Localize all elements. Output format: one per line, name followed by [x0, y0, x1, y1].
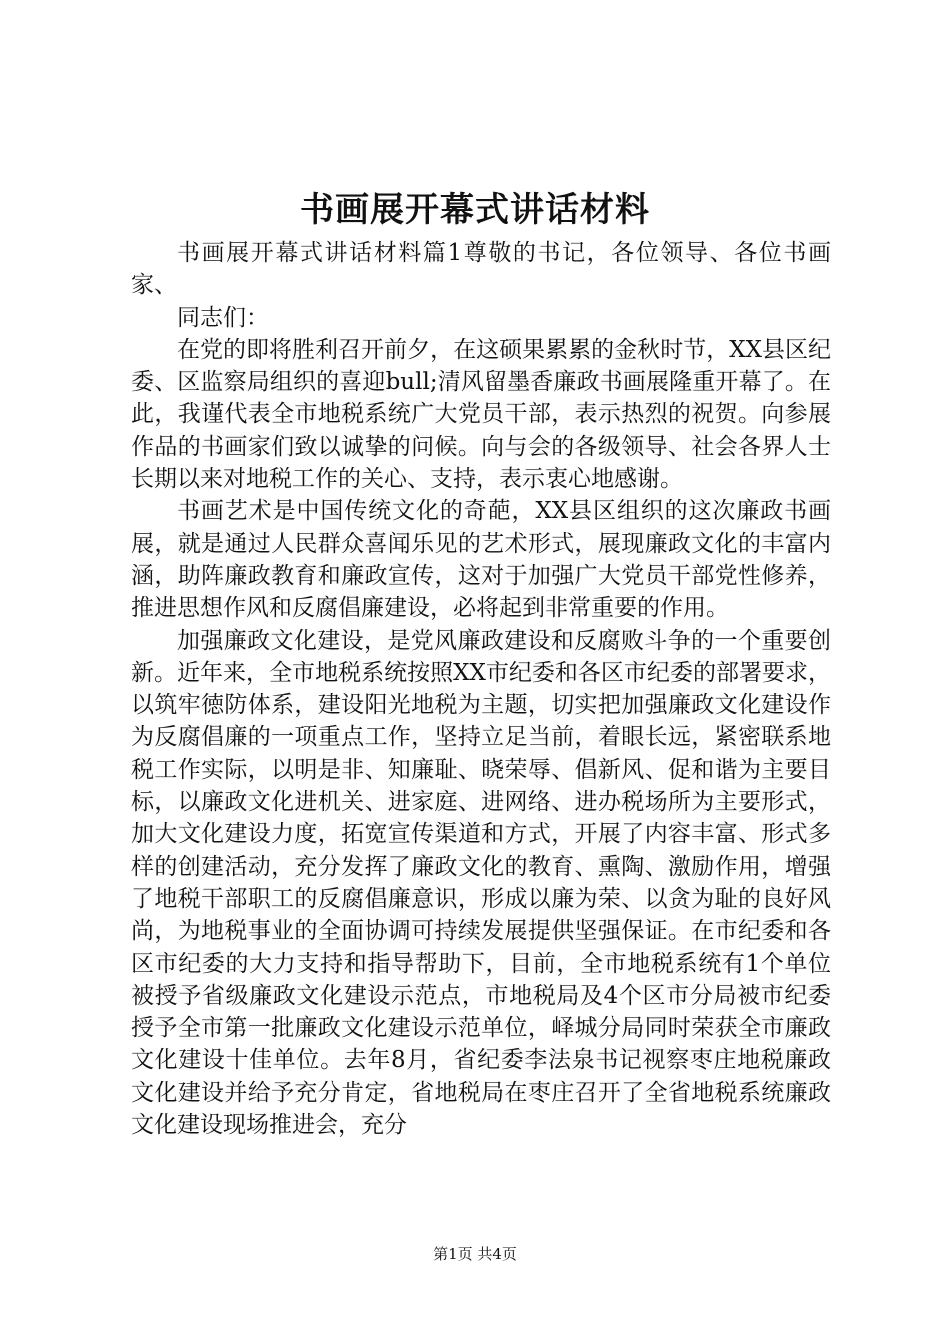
page-number-footer: 第1页 共4页 — [433, 1245, 517, 1263]
paragraph-art: 书画艺术是中国传统文化的奇葩，XX县区组织的这次廉政书画展，就是通过人民群众喜闻乐见的艺术形式，展现廉政文化的丰富内涵，助阵廉政教育和廉政宣传，这对于加强广大党员干部党性修养，推进思想作风和反腐倡廉建设，必将起到非常重要的作用。 — [131, 498, 831, 622]
paragraph-greeting: 同志们： — [177, 304, 269, 331]
document-body — [131, 237, 831, 1141]
paragraph-salutation: 书画展开幕式讲话材料篇1尊敬的书记，各位领导、各位书画家、 — [131, 240, 831, 299]
paragraph-culture: 加强廉政文化建设，是党风廉政建设和反腐败斗争的一个重要创新。近年来，全市地税系统按照XX市纪委和各区市纪委的部署要求，以筑牢徳防体系，建设阳光地税为主题，切实把加强廉政文化建设作为反腐倡廉的一项重点工作，坚持立足当前，着眼长远，紧密联系地税工作实际，以明是非、知廉耻、晓荣辱、倡新风、促和谐为主要目标，以廉政文化进机关、进家庭、进网络、进办税场所为主要形式，加大文化建设力度，拓宽宣传渠道和方式，开展了内容丰富、形式多样的创建活动，充分发挥了廉政文化的教育、熏陶、激励作用，增强了地税干部职工的反腐倡廉意识，形成以廉为荣、以贪为耻的良好风尚，为地税事业的全面协调可持续发展提供坚强保证。在市纪委和各区市纪委的大力支持和指导帮助下，目前，全市地税系统有1个单位被授予省级廉政文化建设示范点，市地税局及4个区市分局被市纪委授予全市第一批廉政文化建设示范单位，峄城分局同时荣获全市廉政文化建设十佳单位。去年8月，省纪委李法泉书记视察枣庄地税廉政文化建设并给予充分肯定，省地税局在枣庄召开了全省地税系统廉政文化建设现场推进会，充分 — [131, 627, 831, 1139]
paragraph-opening: 在党的即将胜利召开前夕，在这硕果累累的金秋时节，XX县区纪委、区监察局组织的喜迎bull;清风留墨香廉政书画展隆重开幕了。在此，我谨代表全市地税系统广大党员干部，表示热烈的祝贺。向参展作品的书画家们致以诚挚的问候。向与会的各级领导、社会各界人士长期以来对地税工作的关心、支持，表示衷心地感谢。 — [131, 336, 831, 493]
document-title: 书画展开幕式讲话材料 — [300, 190, 650, 230]
